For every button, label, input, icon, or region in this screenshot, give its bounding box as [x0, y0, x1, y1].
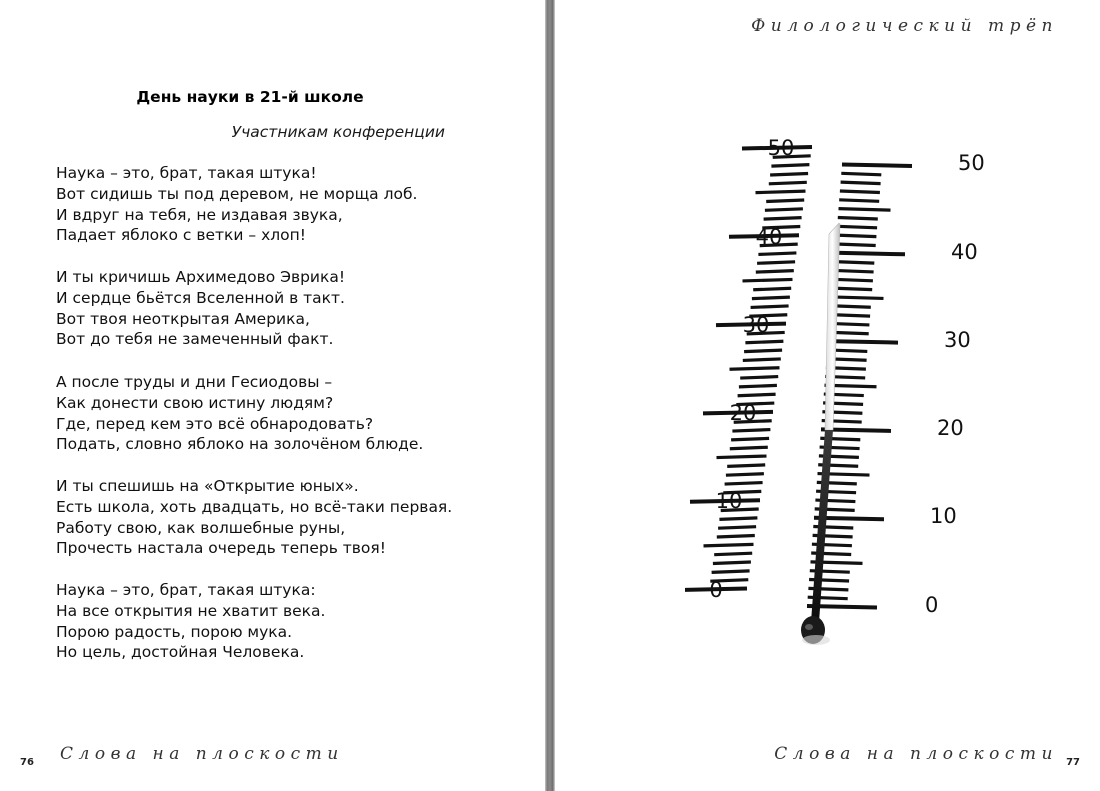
- scale-left-tick: [740, 377, 778, 379]
- poem-dedication: Участникам конференции: [231, 123, 445, 141]
- scale-right-tick: [834, 262, 874, 264]
- scale-right-tick: [835, 253, 905, 255]
- scale-left-label: 10: [715, 489, 743, 513]
- scale-left-tick: [731, 438, 769, 440]
- scale-left-tick: [719, 518, 757, 520]
- scale-right-tick: [834, 270, 874, 272]
- page-number: 76: [20, 757, 34, 768]
- scale-left-tick: [756, 191, 806, 193]
- scale-left-tick: [766, 200, 804, 202]
- scale-left-tick: [770, 173, 808, 175]
- stanza-5: [56, 580, 325, 663]
- poem-line: Падает яблоко с ветки – хлоп!: [56, 226, 307, 245]
- scale-left-tick: [743, 359, 781, 361]
- scale-left-tick: [739, 385, 777, 387]
- stanza-3: [56, 372, 423, 455]
- scale-left-tick: [725, 483, 763, 485]
- scale-left-tick: [751, 306, 789, 308]
- scale-left-tick: [758, 253, 796, 255]
- scale-left-tick: [732, 430, 770, 432]
- scale-left-tick: [730, 447, 768, 449]
- stanza-2: [56, 267, 345, 350]
- scale-right-tick: [842, 165, 912, 167]
- poem-line: Наука – это, брат, такая штука:: [56, 581, 316, 599]
- scale-right-tick: [839, 200, 879, 202]
- scale-right-tick: [833, 279, 873, 281]
- scale-left-tick: [764, 218, 802, 220]
- poem-line: А после труды и дни Гесиодовы –: [56, 373, 333, 391]
- scale-left-tick: [718, 527, 756, 529]
- scale-left-tick: [727, 465, 765, 467]
- scale-left-tick: [730, 368, 780, 370]
- scale-right-tick: [836, 244, 876, 246]
- scale-left-tick: [757, 262, 795, 264]
- scale-ticks: [685, 147, 912, 608]
- scale-left-label: 30: [742, 313, 770, 337]
- scale-left-tick: [713, 562, 751, 564]
- scale-right-tick: [841, 182, 881, 184]
- running-footer: Слова на плоскости: [60, 744, 344, 764]
- scale-left-label: 40: [755, 225, 783, 249]
- scale-right-tick: [841, 173, 881, 175]
- scale-right-label: 40: [951, 240, 978, 264]
- scale-left-tick: [704, 544, 754, 546]
- poem-line: Есть школа, хоть двадцать, но всё-таки первая.: [56, 497, 453, 516]
- poem-line: Но цель, достойная Человека.: [56, 643, 305, 662]
- scale-left-tick: [712, 571, 750, 573]
- scale-right-label: 50: [958, 151, 985, 175]
- scale-right-tick: [839, 209, 891, 211]
- scale-right-tick: [832, 297, 884, 299]
- scale-right-tick: [837, 226, 877, 228]
- stanza-1: [56, 163, 417, 246]
- scale-right-tick: [840, 191, 880, 193]
- poem-line: Прочесть настала очередь теперь твоя!: [56, 539, 386, 558]
- scale-left-tick: [714, 553, 752, 555]
- scale-right-tick: [838, 217, 878, 219]
- scale-right-label: 30: [944, 328, 971, 352]
- poem-line: Работу свою, как волшебные руны,: [56, 518, 346, 537]
- scale-left-label: 50: [767, 136, 795, 160]
- poem-line: Подать, словно яблоко на золочёном блюде.: [56, 435, 424, 454]
- match-thermometer-illustration: [685, 130, 1005, 670]
- poem-line: И сердце бьётся Вселенной в такт.: [56, 288, 345, 307]
- poem-title: День науки в 21-й школе: [136, 88, 364, 106]
- scale-left-tick: [717, 456, 767, 458]
- poem-line: И ты спешишь на «Открытие юных».: [56, 477, 359, 495]
- scale-right-tick: [832, 288, 872, 290]
- poem-line: Наука – это, брат, такая штука!: [56, 164, 317, 182]
- scale-left-tick: [726, 474, 764, 476]
- poem-line: Вот твоя неоткрытая Америка,: [56, 309, 310, 328]
- scale-left-tick: [745, 341, 783, 343]
- scale-left-tick: [738, 394, 776, 396]
- poem-line: И ты кричишь Архимедово Эврика!: [56, 268, 346, 286]
- scale-left-tick: [769, 182, 807, 184]
- scale-left-tick: [753, 288, 791, 290]
- scale-right-tick: [836, 235, 876, 237]
- scale-left-label: 0: [709, 578, 723, 602]
- running-footer: Слова на плоскости: [774, 744, 1058, 764]
- poem-line: Вот сидишь ты под деревом, не морща лоб.: [56, 184, 418, 203]
- scale-right-label: 10: [930, 504, 957, 528]
- poem-line: Порою радость, порою мука.: [56, 622, 293, 641]
- scale-right-tick: [828, 341, 898, 343]
- scale-left-tick: [771, 165, 809, 167]
- scale-left-tick: [752, 297, 790, 299]
- poem-line: И вдруг на тебя, не издавая звука,: [56, 205, 343, 224]
- running-header: Филологический трёп: [751, 16, 1058, 36]
- page-number: 77: [1066, 757, 1080, 768]
- poem-line: Как донести свою истину людям?: [56, 393, 334, 412]
- poem-line: Вот до тебя не замеченный факт.: [56, 330, 334, 349]
- left-page: [0, 0, 545, 791]
- book-spine: [545, 0, 555, 791]
- poem-line: На все открытия не хватит века.: [56, 601, 326, 620]
- poem-line: Где, перед кем это всё обнародовать?: [56, 414, 374, 433]
- right-page: [555, 0, 1100, 791]
- scale-left-tick: [744, 350, 782, 352]
- scale-left-tick: [717, 536, 755, 538]
- scale-left-tick: [765, 209, 803, 211]
- scale-left-label: 20: [729, 401, 757, 425]
- scale-left-tick: [756, 271, 794, 273]
- scale-right-label: 20: [937, 416, 964, 440]
- stanza-4: [56, 476, 452, 559]
- scale-left-tick: [743, 279, 793, 281]
- scale-right-label: 0: [925, 593, 939, 617]
